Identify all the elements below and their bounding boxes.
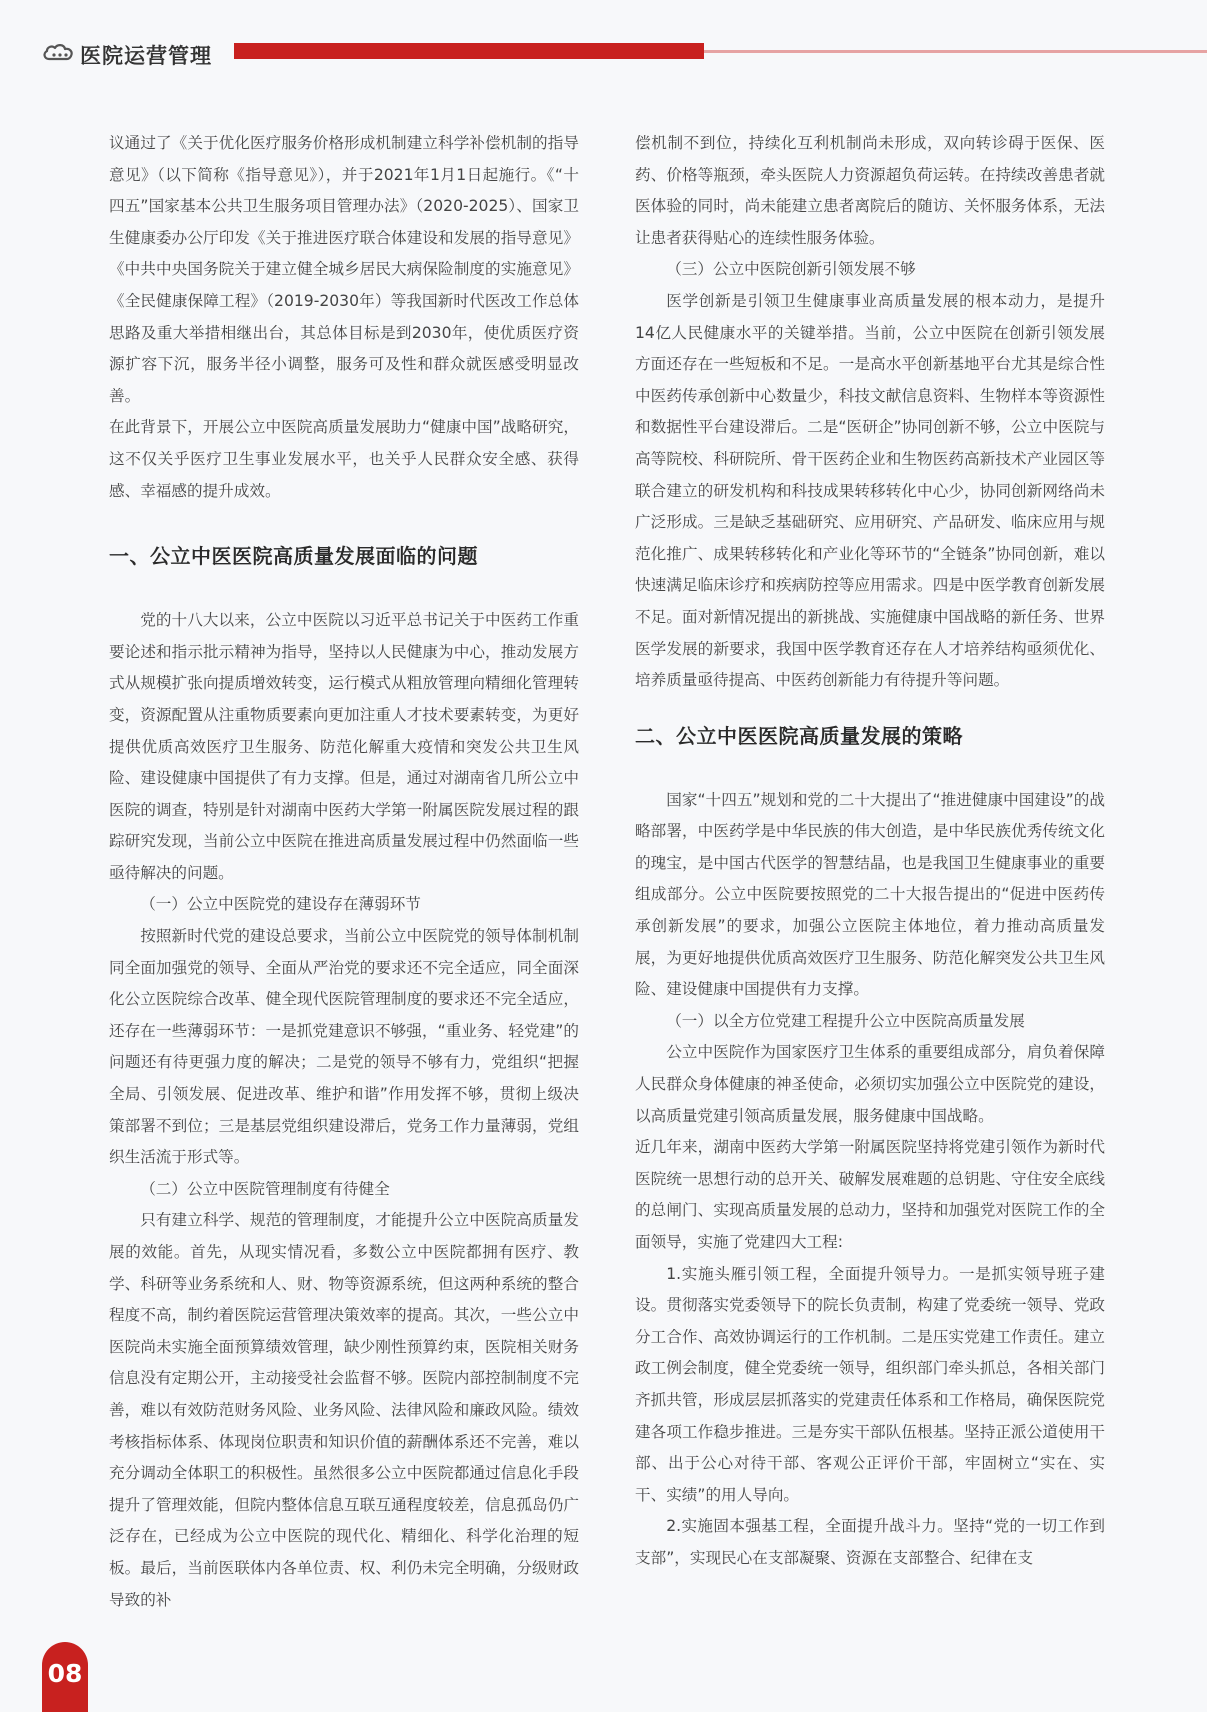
paragraph: 1.实施头雁引领工程，全面提升领导力。一是抓实领导班子建设。贯彻落实党委领导下的院长负责制，构建了党委统一领导、党政分工合作、高效协调运行的工作机制。二是压实党建工作责任。建立政工例会制度，健全党委统一领导，组织部门牵头抓总，各相关部门齐抓共管，形成层层抓落实的党建责任体系和工作格局，确保医院党建各项工作稳步推进。三是夯实干部队伍根基。坚持正派公道使用干部、出于公心对待干部、客观公正评价干部，牢固树立“实在、实干、实绩”的用人导向。 <box>635 1264 1105 1504</box>
header-rule-line <box>704 50 1207 53</box>
paragraph: 党的十八大以来，公立中医院以习近平总书记关于中医药工作重要论述和指示批示精神为指导，坚持以人民健康为中心，推动发展方式从规模扩张向提质增效转变，运行模式从粗放管理向精细化管理转变，资源配置从注重物质要素向更加注重人才技术要素转变，为更好提供优质高效医疗卫生服务、防范化解重大疫情和突发公共卫生风险、建设健康中国提供了有力支撑。但是，通过对湖南省几所公立中医院的调查，特别是针对湖南中医药大学第一附属医院发展过程的跟踪研究发现，当前公立中医院在推进高质量发展过程中仍然面临一些亟待解决的问题。 <box>109 611 579 882</box>
paragraph: 在此背景下，开展公立中医院高质量发展助力“健康中国”战略研究，这不仅关乎医疗卫生事业发展水平，也关乎人民群众安全感、获得感、幸福感的提升成效。 <box>109 418 579 500</box>
paragraph: 按照新时代党的建设总要求，当前公立中医院党的领导体制机制同全面加强党的领导、全面从严治党的要求还不完全适应，同全面深化公立医院综合改革、健全现代医院管理制度的要求还不完全适应，还存在一些薄弱环节：一是抓党建意识不够强，“重业务、轻党建”的问题还有待更强力度的解决；二是党的领导不够有力，党组织“把握全局、引领发展、促进改革、维护和谐”作用发挥不够，贯彻上级决策部署不到位；三是基层党组织建设滞后，党务工作力量薄弱，党组织生活流于形式等。 <box>109 927 579 1167</box>
header-title: 医院运营管理 <box>80 44 212 68</box>
subsection-heading: （二）公立中医院管理制度有待健全 <box>140 1179 390 1198</box>
paragraph: 只有建立科学、规范的管理制度，才能提升公立中医院高质量发展的效能。首先，从现实情况看，多数公立中医院都拥有医疗、教学、科研等业务系统和人、财、物等资源系统，但这两种系统的整合程度不高，制约着医院运营管理决策效率的提高。其次，一些公立中医院尚未实施全面预算绩效管理，缺少刚性预算约束，医院相关财务信息没有定期公开，主动接受社会监督不够。医院内部控制制度不完善，难以有效防范财务风险、业务风险、法律风险和廉政风险。绩效考核指标体系、体现岗位职责和知识价值的薪酬体系还不完善，难以充分调动全体职工的积极性。虽然很多公立中医院都通过信息化手段提升了管理效能，但院内整体信息互联互通程度较差，信息孤岛仍广泛存在，已经成为公立中医院的现代化、精细化、科学化治理的短板。最后，当前医联体内各单位责、权、利仍未完全明确，分级财政导致的补 <box>109 1211 579 1609</box>
section-heading: 二、公立中医医院高质量发展的策略 <box>635 723 963 748</box>
paragraph: 偿机制不到位，持续化互利机制尚未形成，双向转诊碍于医保、医药、价格等瓶颈，牵头医院人力资源超负荷运转。在持续改善患者就医体验的同时，尚未能建立患者离院后的随访、关怀服务体系，无法让患者获得贴心的连续性服务体验。 <box>635 134 1105 247</box>
cloud-logo-icon <box>42 42 74 62</box>
paragraph: 近几年来，湖南中医药大学第一附属医院坚持将党建引领作为新时代医院统一思想行动的总开关、破解发展难题的总钥匙、守住安全底线的总闸门、实现高质量发展的总动力，坚持和加强党对医院工作的全面领导，实施了党建四大工程: <box>635 1138 1105 1251</box>
subsection-heading: （一）公立中医院党的建设存在薄弱环节 <box>140 895 421 914</box>
paragraph: 国家“十四五”规划和党的二十大提出了“推进健康中国建设”的战略部署，中医药学是中华民族的伟大创造，是中华民族优秀传统文化的瑰宝，是中国古代医学的智慧结晶，也是我国卫生健康事业的重要组成部分。公立中医院要按照党的二十大报告提出的“促进中医药传承创新发展”的要求，加强公立医院主体地位，着力推动高质量发展，为更好地提供优质高效医疗卫生服务、防范化解突发公共卫生风险、建设健康中国提供有力支撑。 <box>635 790 1105 999</box>
paragraph: 2.实施固本强基工程，全面提升战斗力。坚持“党的一切工作到支部”，实现民心在支部凝聚、资源在支部整合、纪律在支 <box>635 1517 1105 1567</box>
paragraph: 议通过了《关于优化医疗服务价格形成机制建立科学补偿机制的指导意见》（以下简称《指导意见》），并于2021年1月1日起施行。《“十四五”国家基本公共卫生服务项目管理办法》（2020-2025）、国家卫生健康委办公厅印发《关于推进医疗联合体建设和发展的指导意见》《中共中央国务院关于建立健全城乡居民大病保险制度的实施意见》《全民健康保障工程》（2019-2030年）等我国新时代医改工作总体思路及重大举措相继出台，其总体目标是到2030年，使优质医疗资源扩容下沉，服务半径小调整，服务可及性和群众就医感受明显改善。 <box>109 134 580 405</box>
page-header <box>0 0 1207 80</box>
paragraph: 医学创新是引领卫生健康事业高质量发展的根本动力，是提升14亿人民健康水平的关键举措。当前，公立中医院在创新引领发展方面还存在一些短板和不足。一是高水平创新基地平台尤其是综合性中医药传承创新中心数量少，科技文献信息资料、生物样本等资源性和数据性平台建设滞后。二是“医研企”协同创新不够，公立中医院与高等院校、科研院所、骨干医药企业和生物医药高新技术产业园区等联合建立的研发机构和科技成果转移转化中心少，协同创新网络尚未广泛形成。三是缺乏基础研究、应用研究、产品研发、临床应用与规范化推广、成果转移转化和产业化等环节的“全链条”协同创新，难以快速满足临床诊疗和疾病防控等应用需求。四是中医学教育创新发展不足。面对新情况提出的新挑战、实施健康中国战略的新任务、世界医学发展的新要求，我国中医学教育还存在人才培养结构亟须优化、培养质量亟待提高、中医药创新能力有待提升等问题。 <box>635 291 1105 690</box>
header-accent-bar <box>234 43 704 59</box>
subsection-heading: （三）公立中医院创新引领发展不够 <box>666 260 916 279</box>
paragraph: 公立中医院作为国家医疗卫生体系的重要组成部分，肩负着保障人民群众身体健康的神圣使命，必须切实加强公立中医院党的建设，以高质量党建引领高质量发展，服务健康中国战略。 <box>635 1043 1105 1125</box>
section-heading: 一、公立中医医院高质量发展面临的问题 <box>109 544 478 569</box>
right-column <box>635 128 1105 1575</box>
page-number-badge: 08 <box>42 1642 88 1712</box>
subsection-heading: （一）以全方位党建工程提升公立中医院高质量发展 <box>666 1011 1025 1030</box>
left-column <box>109 128 579 1616</box>
